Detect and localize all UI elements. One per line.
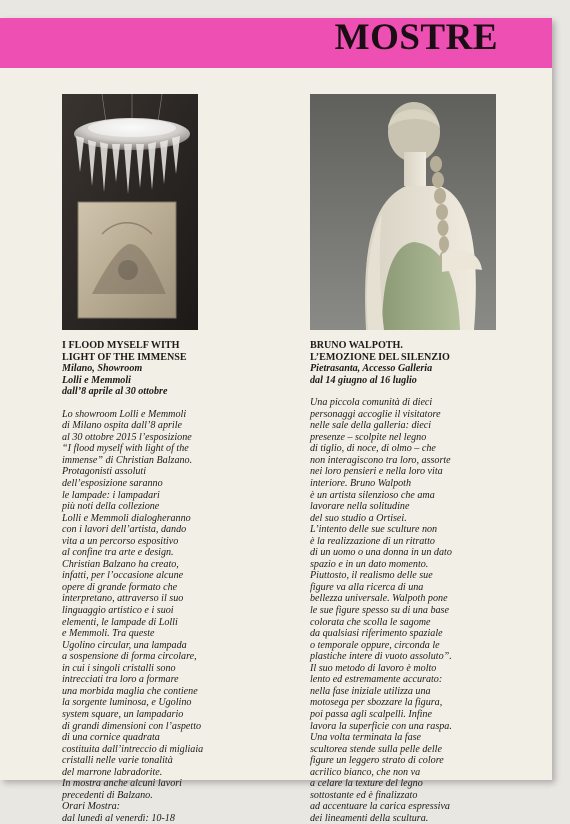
body-line: motosega per sbozzare la figura, (310, 697, 443, 709)
body-line: acrilico bianco, che non va (310, 766, 421, 778)
body-line: o temporale oppure, circonda le (310, 639, 440, 651)
body-line: infatti, per l’occasione alcune (62, 570, 184, 582)
body-line: in cui i singoli cristalli sono (62, 662, 176, 674)
article-left (62, 340, 212, 824)
body-line: figure va alla ricerca di una (310, 581, 424, 593)
body-line: lavora la superficie con una raspa. (310, 720, 452, 732)
body-line: presenze – scolpite nel legno (310, 431, 427, 443)
venue-line: Milano, Showroom (62, 363, 143, 375)
body-line: a celare la texture del legno (310, 778, 423, 790)
body-line: del marrone labradorite. (62, 766, 163, 778)
body-line: interiore. Bruno Walpoth (310, 478, 412, 490)
body-line: le sue figure spesso su di una base (310, 605, 449, 617)
body-line: a sospensione di forma circolare, (62, 651, 197, 663)
body-line: immense” di Christian Balzano. (62, 454, 193, 466)
article-title (310, 340, 485, 363)
body-line: cristalli nelle varie tonalità (62, 755, 173, 767)
body-line: e Memmoli. Tra queste (62, 628, 155, 640)
body-line: figure un leggero strato di colore (310, 755, 444, 767)
dates-line: dall’8 aprile al 30 ottobre (62, 386, 168, 398)
body-line: Protagonisti assoluti (62, 466, 147, 478)
body-line: è un artista silenzioso che ama (310, 489, 435, 501)
body-line: personaggi accoglie il visitatore (310, 408, 441, 420)
dates-line: dal 14 giugno al 16 luglio (310, 374, 417, 386)
body-line: elementi, le lampade di Lolli (62, 616, 178, 628)
body-line: costituita dall’intreccio di migliaia (62, 743, 204, 755)
body-line: L’intento delle sue sculture non (310, 524, 438, 536)
body-line: Piuttosto, il realismo delle sue (310, 570, 433, 582)
article-title-line: LIGHT OF THE IMMENSE (62, 351, 187, 363)
body-line: al 30 ottobre 2015 l’esposizione (62, 431, 192, 443)
body-line: nei loro pensieri e nella loro vita (310, 466, 443, 478)
body-line: linguaggio artistico e i suoi (62, 605, 174, 617)
venue-line: Lolli e Memmoli (62, 374, 131, 386)
body-line: colorata che scolla le sagome (310, 616, 431, 628)
article-subtitle (310, 363, 485, 386)
body-line: Una volta terminata la fase (310, 732, 422, 744)
photo-sculpture (310, 94, 496, 330)
photo-chandelier-artwork (62, 94, 198, 330)
body-line: opere di grande formato che (62, 581, 178, 593)
body-line: plastiche intere di vuoto assoluto”. (310, 651, 452, 663)
body-line: dell’esposizione saranno (62, 478, 163, 490)
body-line: di un uomo o una donna in un dato (310, 547, 452, 559)
body-line: ad accentuare la carica espressiva (310, 801, 450, 813)
article-body (62, 409, 212, 824)
body-line: al confine tra arte e design. (62, 547, 174, 559)
body-line: system square, un lampadario (62, 708, 184, 720)
body-line: spazio e in un dato momento. (310, 558, 429, 570)
magazine-page (0, 17, 552, 824)
body-line: più noti della collezione (62, 501, 160, 513)
body-line: del suo studio a Ortisei. (310, 512, 407, 524)
article-title-line: L’EMOZIONE DEL SILENZIO (310, 351, 450, 363)
body-line: intrecciati tra loro a formare (62, 674, 179, 686)
body-line: con i lavori dell’artista, dando (62, 524, 187, 536)
body-line: di una cornice quadrata (62, 732, 160, 744)
body-line: non interagiscono tra loro, assorte (310, 454, 451, 466)
body-line: Orari Mostra: (62, 801, 121, 813)
body-line: In mostra anche alcuni lavori (62, 778, 182, 790)
venue-line: Pietrasanta, Accesso Galleria (310, 363, 433, 375)
article-right (310, 340, 485, 824)
body-line: Lo showroom Lolli e Memmoli (62, 408, 187, 420)
body-line: le lampade: i lampadari (62, 489, 160, 501)
body-line: sottostante ed è finalizzato (310, 789, 418, 801)
body-line: Christian Balzano ha creato, (62, 558, 179, 570)
body-line: Lolli e Memmoli dialogheranno (62, 512, 191, 524)
body-line: da qualsiasi riferimento spaziale (310, 628, 443, 640)
body-line: nella fase iniziale utilizza una (310, 685, 431, 697)
body-line: interpretano, attraverso il suo (62, 593, 184, 605)
body-line: vita a un percorso espositivo (62, 535, 179, 547)
body-line: di Milano ospita dall’8 aprile (62, 420, 183, 432)
article-title-line: I FLOOD MYSELF WITH (62, 340, 180, 351)
header-band (0, 18, 552, 68)
body-line: poi passa agli scalpelli. Infine (310, 708, 432, 720)
body-line: dei lineamenti della scultura. (310, 812, 429, 824)
article-title (62, 340, 212, 363)
body-line: è la realizzazione di un ritratto (310, 535, 435, 547)
body-line: lento ed estremamente accurato: (310, 674, 443, 686)
body-line: lavorare nella solitudine (310, 501, 410, 513)
article-subtitle (62, 363, 212, 398)
section-title: MOSTRE (334, 17, 498, 58)
body-line: scultorea stende sulla pelle delle (310, 743, 442, 755)
article-title-line: BRUNO WALPOTH. (310, 340, 403, 351)
body-line: dal lunedì al venerdì: 10-18 (62, 812, 175, 824)
body-line: la sorgente luminosa, e Ugolino (62, 697, 192, 709)
body-line: bellezza universale. Walpoth pone (310, 593, 448, 605)
body-line: nelle sale della galleria: dieci (310, 420, 432, 432)
body-line: Una piccola comunità di dieci (310, 397, 433, 409)
body-line: una morbida maglia che contiene (62, 685, 198, 697)
body-line: Il suo metodo di lavoro è molto (310, 662, 437, 674)
body-line: “I flood myself with light of the (62, 443, 189, 455)
article-body (310, 397, 485, 824)
sculpture-illustration (310, 94, 496, 330)
body-line: precedenti di Balzano. (62, 789, 153, 801)
body-line: di tiglio, di noce, di olmo – che (310, 443, 436, 455)
chandelier-artwork-illustration (62, 94, 198, 330)
body-line: Ugolino circular, una lampada (62, 639, 187, 651)
body-line: di grandi dimensioni con l’aspetto (62, 720, 202, 732)
